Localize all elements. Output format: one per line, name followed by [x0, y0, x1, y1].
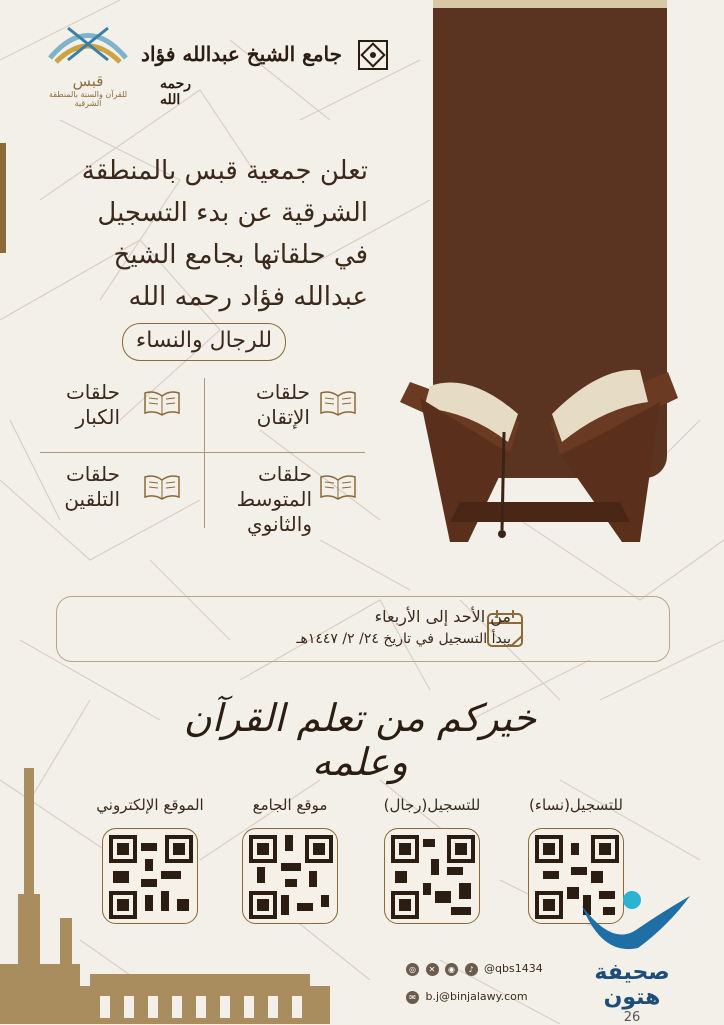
watermark-number: 26	[623, 1010, 641, 1025]
social-contact	[406, 962, 543, 976]
hadith-calligraphy: خيركم من تعلم القرآن وعلمه	[183, 696, 537, 784]
circle-name: حلقات المتوسط والثانوي	[236, 462, 312, 536]
email-address: b.j@binjalawy.com	[425, 990, 528, 1003]
headline-line: عبدالله فؤاد رحمه الله	[128, 282, 368, 312]
mosque-logo	[141, 36, 390, 108]
headline-line: الشرقية عن بدء التسجيل	[97, 198, 368, 228]
mosque-name-suffix: رحمه الله	[160, 76, 192, 108]
mosque-emblem-icon	[356, 38, 390, 72]
circle-item	[46, 380, 196, 440]
announcement-headline	[28, 150, 368, 318]
qr-pattern-icon	[391, 835, 475, 919]
circle-item	[212, 462, 368, 546]
open-book-icon	[318, 388, 358, 418]
qr-label: موقع الجامع	[252, 796, 328, 814]
email-icon: ✉	[406, 991, 419, 1004]
side-accent-bar	[0, 143, 6, 253]
watermark	[572, 886, 692, 1025]
circle-name: حلقات التلقين	[64, 462, 120, 511]
email-contact	[406, 990, 528, 1004]
qr-label: الموقع الإلكتروني	[96, 796, 204, 814]
schedule-box	[56, 596, 670, 662]
qr-block-men	[374, 796, 490, 924]
social-handle: @qbs1434	[484, 962, 543, 975]
circle-item	[46, 462, 196, 522]
registration-start-date: يبدأ التسجيل في تاريخ ٢٤/ ٢/ ١٤٤٧هـ	[296, 631, 511, 647]
association-tagline: للقرآن والسنة بالمنطقة الشرقية	[48, 90, 128, 108]
grid-divider-horizontal	[40, 452, 365, 453]
x-icon[interactable]: ✕	[426, 963, 439, 976]
mosque-name: جامع الشيخ عبدالله فؤاد	[141, 42, 342, 66]
qr-label: للتسجيل(رجال)	[383, 796, 481, 814]
open-book-icon	[142, 388, 182, 418]
headline-line: تعلن جمعية قبس بالمنطقة	[81, 156, 368, 186]
headline-line: في حلقاتها بجامع الشيخ	[113, 240, 368, 270]
qr-code[interactable]	[384, 828, 480, 924]
watermark-logo-icon	[572, 886, 692, 956]
snapchat-icon[interactable]: ◉	[445, 963, 458, 976]
association-name: قبس	[72, 72, 104, 90]
open-book-icon	[318, 472, 358, 502]
grid-divider-vertical	[204, 378, 205, 528]
panel-top-strip	[433, 0, 667, 8]
open-book-logo-icon	[40, 18, 136, 66]
quran-stand-illustration	[390, 362, 690, 552]
circle-name: حلقات الإتقان	[255, 380, 310, 429]
watermark-text: صحيفة هتون	[594, 960, 670, 1010]
association-logo	[38, 18, 138, 108]
mosque-minaret-illustration	[0, 768, 340, 1024]
tiktok-icon[interactable]: ♪	[465, 963, 478, 976]
circle-item	[218, 380, 368, 440]
circle-name: حلقات الكبار	[65, 380, 120, 429]
audience-badge: للرجال والنساء	[122, 323, 286, 361]
schedule-days: من الأحد إلى الأربعاء	[374, 607, 511, 626]
qr-label: للتسجيل(نساء)	[529, 796, 623, 814]
instagram-icon[interactable]: ◎	[406, 963, 419, 976]
open-book-icon	[142, 472, 182, 502]
